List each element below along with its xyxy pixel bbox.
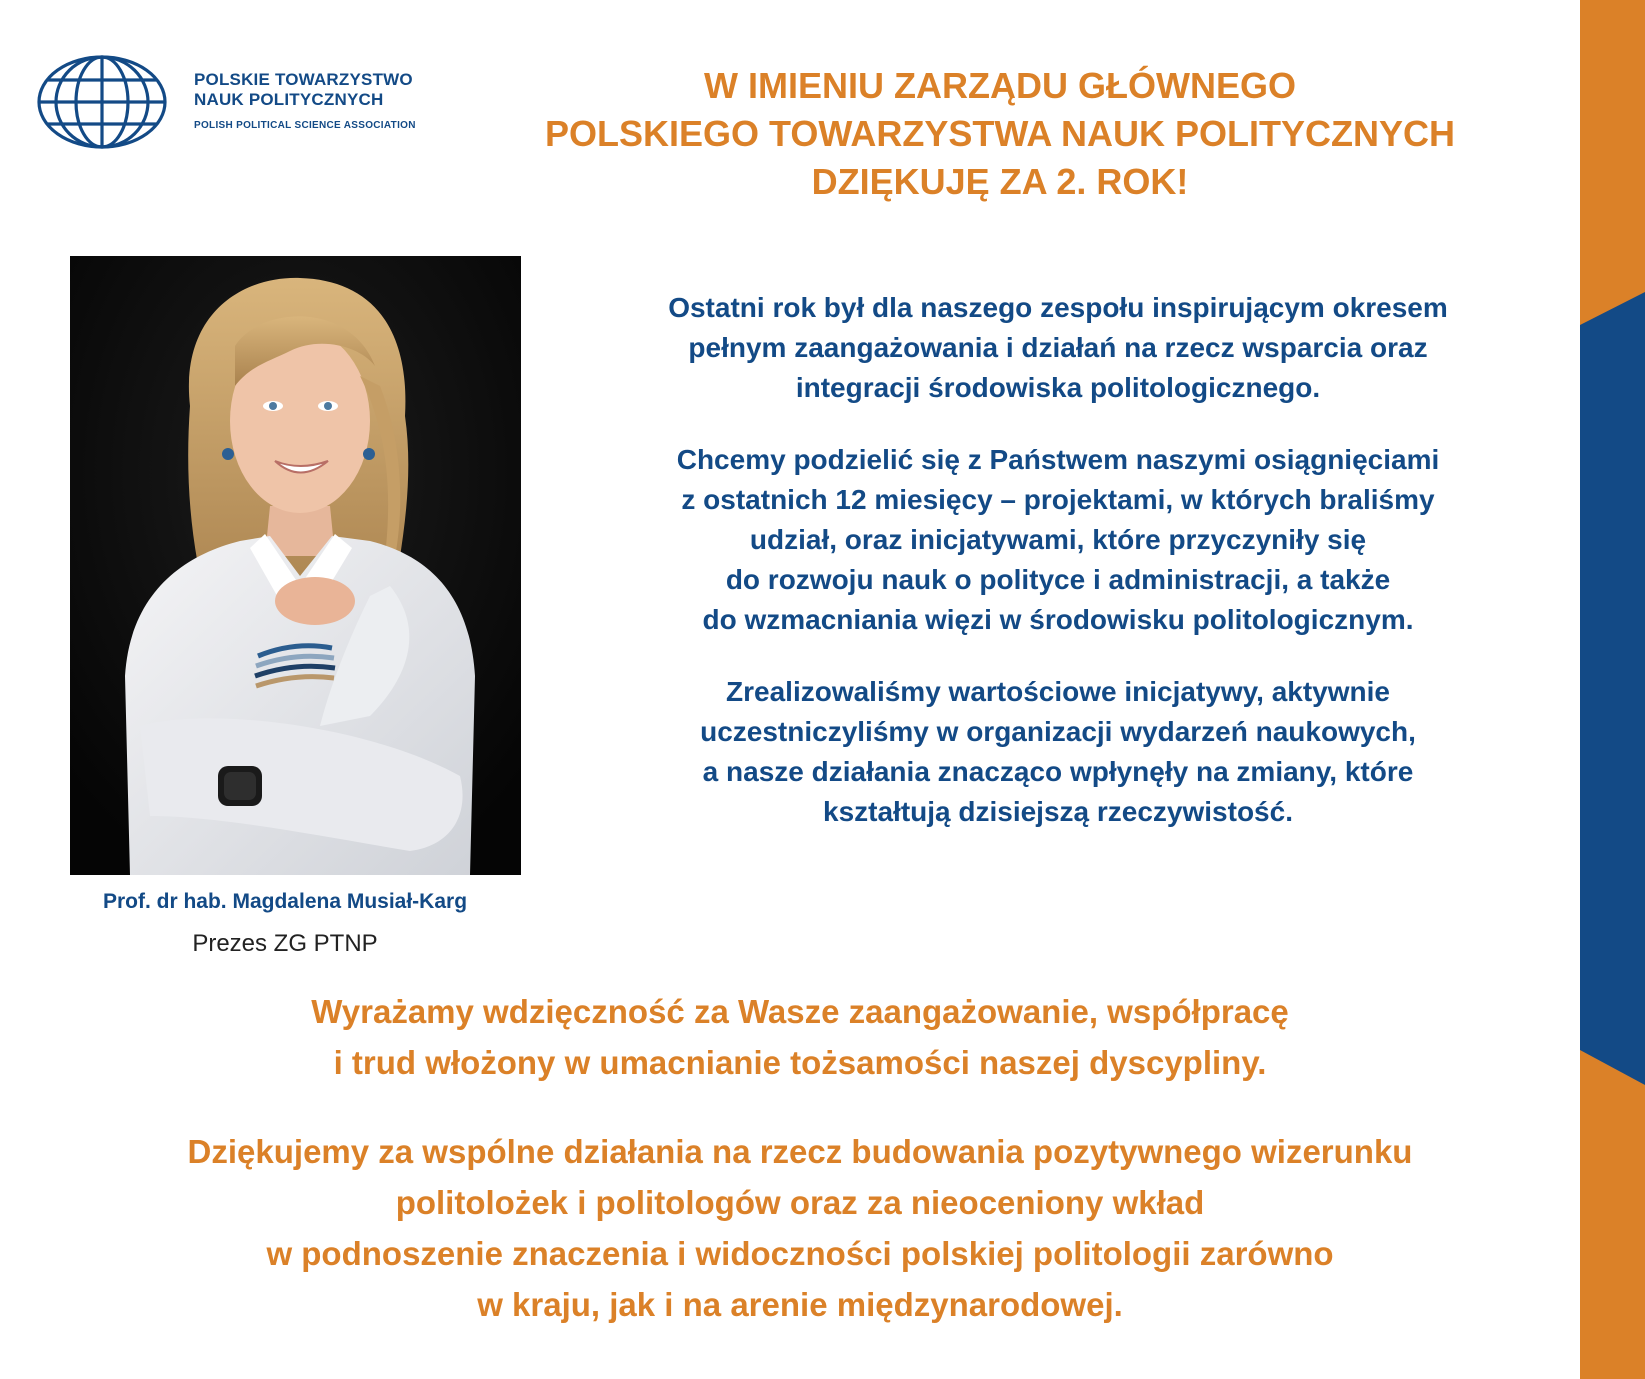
logo-english-name: POLISH POLITICAL SCIENCE ASSOCIATION: [194, 120, 416, 131]
thanks-line: Dziękujemy za wspólne działania na rzecz budowania pozytywnego wizerunku: [187, 1133, 1413, 1170]
stripe-navy-band: [1580, 292, 1645, 1085]
intro-line: kształtują dzisiejszą rzeczywistość.: [823, 796, 1293, 827]
intro-line: Zrealizowaliśmy wartościowe inicjatywy, aktywnie: [726, 676, 1390, 707]
intro-text: [548, 288, 1568, 832]
intro-line: Chcemy podzielić się z Państwem naszymi osiągnięciami: [676, 444, 1440, 475]
logo-name-line2: NAUK POLITYCZNYCH: [194, 90, 384, 109]
intro-line: do rozwoju nauk o polityce i administracji, a także: [725, 564, 1391, 595]
title-line: W IMIENIU ZARZĄDU GŁÓWNEGO: [704, 65, 1296, 106]
portrait-photo: [70, 256, 521, 875]
title-line: DZIĘKUJĘ ZA 2. ROK!: [811, 161, 1189, 202]
intro-line: uczestniczyliśmy w organizacji wydarzeń naukowych,: [700, 716, 1416, 747]
intro-line: udział, oraz inicjatywami, które przyczyniły się: [749, 524, 1367, 555]
intro-line: pełnym zaangażowania i działań na rzecz wsparcia oraz: [688, 332, 1428, 363]
globe-icon: [36, 54, 168, 150]
decorative-stripe: [1580, 0, 1645, 1379]
thanks-line: i trud włożony w umacnianie tożsamości naszej dyscypliny.: [333, 1044, 1267, 1081]
ptnp-logo: [36, 54, 466, 154]
thanks-line: w kraju, jak i na arenie międzynarodowej.: [477, 1286, 1123, 1323]
thanks-line: w podnoszenie znaczenia i widoczności polskiej politologii zarówno: [266, 1235, 1334, 1272]
thanks-text: [20, 986, 1580, 1330]
intro-line: do wzmacniania więzi w środowisku politologicznym.: [702, 604, 1414, 635]
intro-line: integracji środowiska politologicznego.: [795, 372, 1321, 403]
intro-line: z ostatnich 12 miesięcy – projektami, w których braliśmy: [681, 484, 1435, 515]
president-name: Prof. dr hab. Magdalena Musiał-Karg: [102, 890, 468, 913]
logo-name-line1: POLSKIE TOWARZYSTWO: [194, 70, 413, 89]
page-title: [460, 62, 1540, 206]
title-line: POLSKIEGO TOWARZYSTWA NAUK POLITYCZNYCH: [544, 113, 1456, 154]
intro-line: Ostatni rok był dla naszego zespołu inspirującym okresem: [668, 292, 1448, 323]
thanks-line: Wyrażamy wdzięczność za Wasze zaangażowanie, współpracę: [311, 993, 1289, 1030]
president-role: Prezes ZG PTNP: [192, 930, 378, 957]
thanks-line: politolożek i politologów oraz za nieoceniony wkład: [395, 1184, 1205, 1221]
intro-line: a nasze działania znacząco wpłynęły na zmiany, które: [702, 756, 1414, 787]
